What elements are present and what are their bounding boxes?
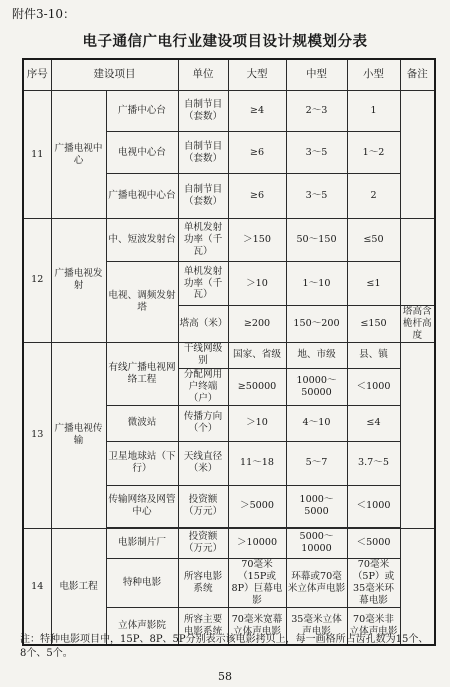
remark-cell	[400, 219, 435, 306]
project-cell: 卫星地球站（下行）	[106, 441, 178, 485]
unit-cell: 自制节目（套数）	[178, 91, 228, 132]
large-cell: ＞10	[228, 262, 286, 306]
header-cell: 小型	[347, 59, 400, 91]
unit-cell: 所容电影系统	[178, 558, 228, 607]
table-row	[23, 91, 435, 132]
group-name: 广播电视发射	[51, 219, 106, 343]
project-cell: 传输网络及网管中心	[106, 485, 178, 527]
unit-cell: 投资额（万元）	[178, 528, 228, 558]
header-cell: 建设项目	[51, 59, 178, 91]
group-name: 电影工程	[51, 528, 106, 645]
table-row	[23, 219, 435, 262]
unit-cell: 投资额（万元）	[178, 485, 228, 527]
medium-cell: 2～3	[286, 91, 347, 132]
small-cell: 3.7～5	[347, 441, 400, 485]
large-cell: 70毫米（15P或8P）巨幕电影	[228, 558, 286, 607]
project-cell: 电影制片厂	[106, 528, 178, 558]
medium-cell: 35毫米立体声电影	[286, 607, 347, 645]
remark-cell	[400, 528, 435, 645]
large-cell: ＞150	[228, 219, 286, 262]
medium-cell: 50～150	[286, 219, 347, 262]
large-cell: 11～18	[228, 441, 286, 485]
table-row	[23, 528, 435, 558]
remark-cell	[400, 91, 435, 219]
small-cell: 1	[347, 91, 400, 132]
header-cell: 中型	[286, 59, 347, 91]
unit-cell: 自制节目（套数）	[178, 174, 228, 219]
large-cell: ＞5000	[228, 485, 286, 527]
medium-cell: 环幕或70毫米立体声电影	[286, 558, 347, 607]
header-cell: 大型	[228, 59, 286, 91]
project-cell: 立体声影院	[106, 607, 178, 645]
group-number: 13	[23, 342, 51, 528]
remark-cell	[400, 342, 435, 528]
unit-cell: 分配网用户终端（户）	[178, 368, 228, 405]
medium-cell: 3～5	[286, 132, 347, 174]
unit-cell: 天线直径（米）	[178, 441, 228, 485]
small-cell: ＜1000	[347, 368, 400, 405]
large-cell: ≥6	[228, 174, 286, 219]
unit-cell: 所容主要电影系统	[178, 607, 228, 645]
group-number: 12	[23, 219, 51, 343]
group-number: 11	[23, 91, 51, 219]
group-name: 广播电视中心	[51, 91, 106, 219]
footnote: 注：特种电影项目中，15P、8P、5P分别表示该电影拷贝上，每一画格所占齿孔数为15个、8个、5个。	[20, 634, 429, 659]
large-cell: 70毫米宽幕立体声电影	[228, 607, 286, 645]
small-cell: ≤150	[347, 306, 400, 343]
small-cell: ＜5000	[347, 528, 400, 558]
group-number: 14	[23, 528, 51, 645]
page-number: 58	[218, 670, 232, 683]
project-cell: 广播电视中心台	[106, 174, 178, 219]
unit-cell: 自制节目（套数）	[178, 132, 228, 174]
small-cell: 2	[347, 174, 400, 219]
large-cell: 国家、省级	[228, 342, 286, 368]
project-cell: 电视、调频发射塔	[106, 262, 178, 343]
unit-cell: 干线网级别	[178, 342, 228, 368]
large-cell: ＞10	[228, 405, 286, 441]
header-cell: 序号	[23, 59, 51, 91]
project-cell: 电视中心台	[106, 132, 178, 174]
appendix-label: 附件3-10：	[12, 7, 75, 21]
medium-cell: 4～10	[286, 405, 347, 441]
small-cell: 70毫米（5P）或35毫米环幕电影	[347, 558, 400, 607]
medium-cell: 5000～10000	[286, 528, 347, 558]
large-cell: ≥6	[228, 132, 286, 174]
project-cell: 广播中心台	[106, 91, 178, 132]
medium-cell: 5～7	[286, 441, 347, 485]
group-name: 广播电视传输	[51, 342, 106, 528]
large-cell: ≥50000	[228, 368, 286, 405]
small-cell: ＜1000	[347, 485, 400, 527]
scale-table	[22, 58, 436, 646]
header-cell: 备注	[400, 59, 435, 91]
large-cell: ≥200	[228, 306, 286, 343]
table-row	[23, 342, 435, 368]
medium-cell: 地、市级	[286, 342, 347, 368]
small-cell: 70毫米非立体声电影	[347, 607, 400, 645]
large-cell: ＞10000	[228, 528, 286, 558]
small-cell: 县、镇	[347, 342, 400, 368]
unit-cell: 单机发射功率（千瓦）	[178, 219, 228, 262]
project-cell: 有线广播电视网络工程	[106, 342, 178, 405]
unit-cell: 单机发射功率（千瓦）	[178, 262, 228, 306]
medium-cell: 1～10	[286, 262, 347, 306]
header-row	[23, 59, 435, 91]
large-cell: ≥4	[228, 91, 286, 132]
medium-cell: 150～200	[286, 306, 347, 343]
medium-cell: 1000～5000	[286, 485, 347, 527]
project-cell: 特种电影	[106, 558, 178, 607]
small-cell: 1～2	[347, 132, 400, 174]
remark-cell: 塔高含桅杆高度	[400, 306, 435, 343]
small-cell: ≤1	[347, 262, 400, 306]
page-title: 电子通信广电行业建设项目设计规模划分表	[82, 33, 368, 50]
medium-cell: 10000～50000	[286, 368, 347, 405]
small-cell: ≤4	[347, 405, 400, 441]
small-cell: ≤50	[347, 219, 400, 262]
medium-cell: 3～5	[286, 174, 347, 219]
project-cell: 中、短波发射台	[106, 219, 178, 262]
unit-cell: 传播方向（个）	[178, 405, 228, 441]
header-cell: 单位	[178, 59, 228, 91]
unit-cell: 塔高（米）	[178, 306, 228, 343]
project-cell: 微波站	[106, 405, 178, 441]
